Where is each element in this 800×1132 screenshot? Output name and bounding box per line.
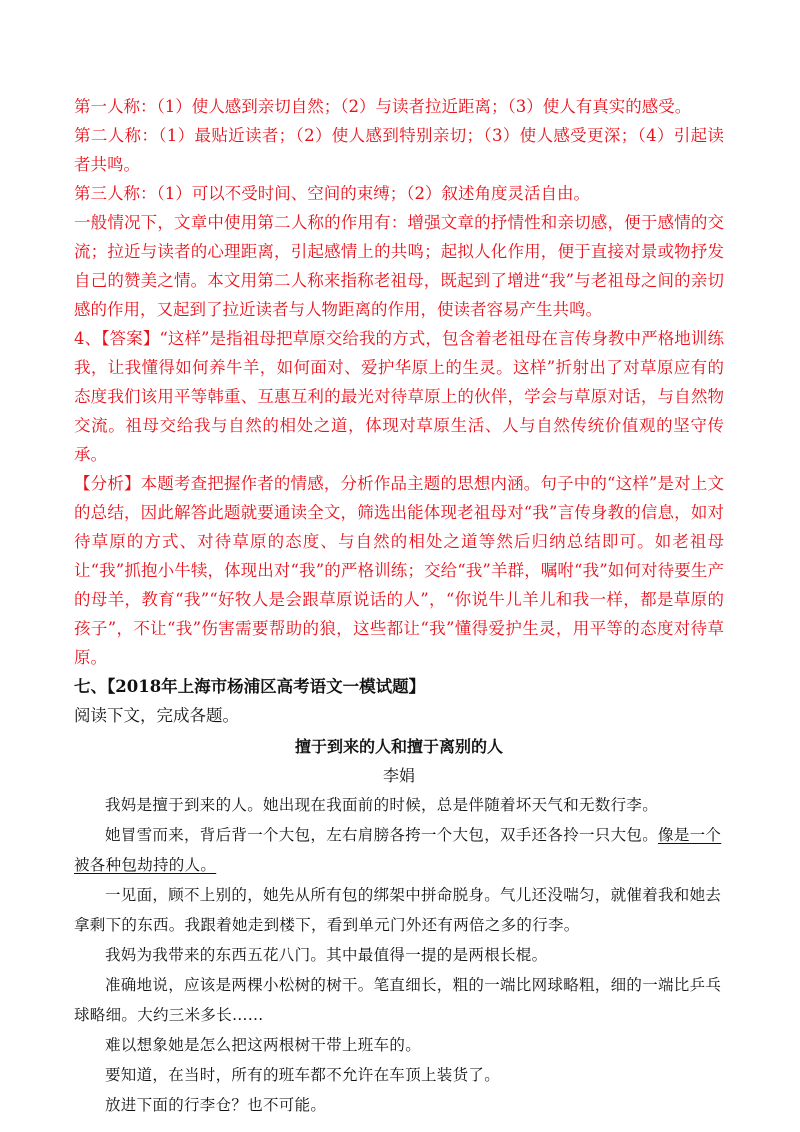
- reading-instruction: 阅读下文，完成各题。: [74, 706, 239, 725]
- first-person-note: 第一人称：（1）使人感到亲切自然；（2）与读者拉近距离；（3）使人有真实的感受。: [74, 97, 692, 116]
- answer-4: 4、【答案】“这样”是指祖母把草原交给我的方式，包含着老祖母在言传身教中严格地训练我，让我懂得如何养牛羊，如何面对、爱护华原上的生灵。这样”折射出了对草原应有的态度我们该用平等韩重、互惠互利的最光对待草原上的伙伴，学会与草原对话，与自然物交流。祖母交给我与自然的相处之道，体现对草原生活、人与自然传统价值观的坚守传承。: [74, 329, 724, 464]
- second-person-effect-note: 一般情况下，文章中使用第二人称的作用有：增强文章的抒情性和亲切感，便于感情的交流；拉近与读者的心理距离，引起感情上的共鸣；起拟人化作用，便于直接对景或物抒发自己的赞美之情。本文用第二人称来指称老祖母，既起到了增进“我”与老祖母之间的亲切感的作用，又起到了拉近读者与人物距离的作用，使读者容易产生共鸣。: [74, 213, 724, 319]
- article-paragraph: 难以想象她是怎么把这两根树干带上班车的。: [105, 1036, 422, 1054]
- paragraph-text: 她冒雪而来，背后背一个大包，左右肩膀各挎一个大包，双手还各拎一只大包。: [105, 826, 659, 844]
- article-body: [74, 790, 724, 1120]
- article-title: 擅于到来的人和擅于离别的人: [294, 737, 503, 756]
- answer-block: [74, 92, 724, 672]
- article-paragraph: [74, 820, 724, 880]
- article-paragraph: 要知道，在当时，所有的班车都不允许在车顶上装货了。: [105, 1066, 501, 1084]
- underlined-sentence: 像是一个被各种包劫持的人。: [74, 826, 722, 874]
- analysis-4: 【分析】本题考查把握作者的情感，分析作品主题的思想内涵。句子中的“这样”是对上文的总结，因此解答此题就要通读全文，筛选出能体现老祖母对“我”言传身教的信息，如对待草原的方式、对待草原的态度、与自然的相处之道等然后归纳总结即可。如老祖母让“我”抓抱小牛犊，体现出对“我”的严格训练；交给“我”羊群，嘱咐“我”如何对待要生产的母羊，教育“我”“好牧人是会跟草原说话的人”，“你说牛儿羊儿和我一样，都是草原的孩子”，不让“我”伤害需要帮助的狼，这些都让“我”懂得爱护生灵，用平等的态度对待草原。: [74, 474, 724, 667]
- article-paragraph: 一见面，顾不上别的，她先从所有包的绑架中拼命脱身。气儿还没喘匀，就催着我和她去拿剩下的东西。我跟着她走到楼下，看到单元门外还有两倍之多的行李。: [74, 886, 722, 934]
- section-heading: 七、【2018年上海市杨浦区高考语文一模试题】: [74, 677, 426, 696]
- article-paragraph: 准确地说，应该是两棵小松树的树干。笔直细长，粗的一端比网球略粗，细的一端比乒乓球略细。大约三米多长……: [74, 976, 722, 1024]
- third-person-note: 第三人称：（1）可以不受时间、空间的束缚；（2）叙述角度灵活自由。: [74, 184, 590, 203]
- article-paragraph: 我妈为我带来的东西五花八门。其中最值得一提的是两根长棍。: [105, 946, 548, 964]
- article-author: 李娟: [382, 766, 415, 785]
- page-content: [74, 92, 724, 1120]
- second-person-note: 第二人称：（1）最贴近读者；（2）使人感到特别亲切；（3）使人感受更深；（4）引起读者共鸣。: [74, 126, 724, 174]
- article-paragraph: 放进下面的行李仓？也不可能。: [105, 1096, 327, 1114]
- article-paragraph: 我妈是擅于到来的人。她出现在我面前的时候，总是伴随着坏天气和无数行李。: [105, 796, 659, 814]
